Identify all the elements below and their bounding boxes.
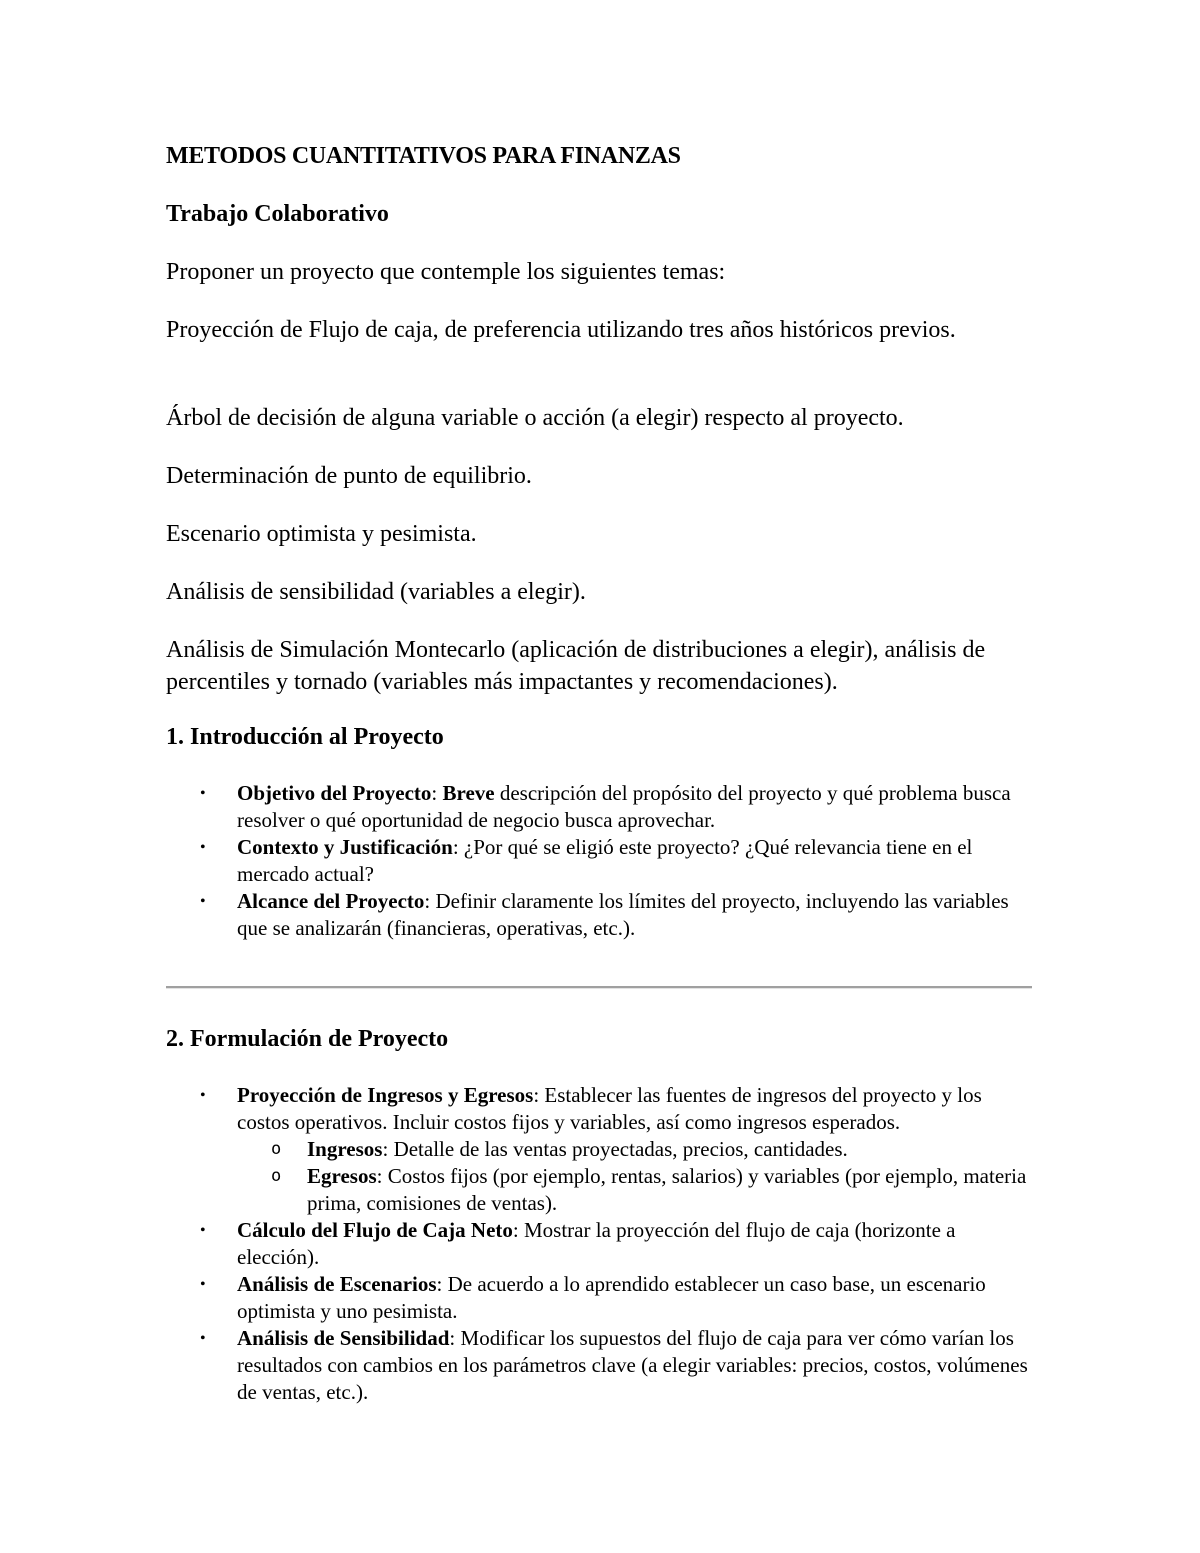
item-text: Modificar los supuestos del flujo de caja para ver cómo varían los resultados con cambios en los parámetros clave (a elegir variables: precios, costos, volúmenes de ventas, etc.). bbox=[237, 1326, 1028, 1404]
item-text: Definir claramente los límites del proyecto, incluyendo las variables que se analizarán (financieras, operativas, etc.). bbox=[237, 889, 1009, 940]
section-heading: 1. Introducción al Proyecto bbox=[166, 724, 444, 750]
list-item bbox=[166, 1217, 1034, 1271]
list-item bbox=[166, 888, 1034, 942]
item-label: Ingresos bbox=[307, 1137, 383, 1161]
bullet-icon: • bbox=[200, 1222, 206, 1239]
list-item bbox=[166, 1271, 1034, 1325]
list-item bbox=[166, 834, 1034, 888]
topic-paragraph: Árbol de decisión de alguna variable o acción (a elegir) respecto al proyecto. bbox=[166, 405, 904, 431]
document-title: METODOS CUANTITATIVOS PARA FINANZAS bbox=[166, 143, 681, 169]
item-text: Detalle de las ventas proyectadas, precios, cantidades. bbox=[393, 1137, 848, 1161]
circle-bullet-icon: o bbox=[271, 1139, 282, 1159]
item-label: Análisis de Sensibilidad bbox=[237, 1326, 450, 1350]
section-heading: 2. Formulación de Proyecto bbox=[166, 1026, 449, 1052]
item-separator: : bbox=[424, 889, 436, 913]
bullet-icon: • bbox=[200, 893, 206, 910]
circle-bullet-icon: o bbox=[271, 1166, 282, 1186]
intro-paragraph: Proponer un proyecto que contemple los siguientes temas: bbox=[166, 259, 726, 285]
item-label: Cálculo del Flujo de Caja Neto bbox=[237, 1218, 513, 1242]
topic-paragraph: Análisis de Simulación Montecarlo (aplicación de distribuciones a elegir), análisis de percentiles y tornado (variables más impactantes y recomendaciones). bbox=[166, 637, 986, 695]
list-item bbox=[166, 1082, 1034, 1136]
sub-list-item bbox=[166, 1163, 1034, 1217]
item-separator: : bbox=[533, 1083, 545, 1107]
topic-paragraph: Análisis de sensibilidad (variables a elegir). bbox=[166, 579, 586, 605]
item-text: Mostrar la proyección del flujo de caja (horizonte a elección). bbox=[237, 1218, 956, 1269]
item-label: Objetivo del Proyecto bbox=[237, 781, 432, 805]
bullet-icon: • bbox=[200, 1330, 206, 1347]
item-label: Proyección de Ingresos y Egresos bbox=[237, 1083, 534, 1107]
topic-paragraph: Determinación de punto de equilibrio. bbox=[166, 463, 532, 489]
item-label: Alcance del Proyecto bbox=[237, 889, 425, 913]
item-lead: Breve bbox=[442, 781, 495, 805]
item-text: Costos fijos (por ejemplo, rentas, salarios) y variables (por ejemplo, materia prima, comisiones de ventas). bbox=[307, 1164, 1027, 1215]
section2-list bbox=[166, 1082, 1034, 1406]
list-item bbox=[166, 1325, 1034, 1406]
sub-list-item bbox=[166, 1136, 1034, 1163]
bullet-icon: • bbox=[200, 1276, 206, 1293]
item-text: Establecer las fuentes de ingresos del proyecto y los costos operativos. Incluir costos fijos y variables, así como ingresos esperados. bbox=[237, 1083, 982, 1134]
item-text: De acuerdo a lo aprendido establecer un caso base, un escenario optimista y uno pesimista. bbox=[237, 1272, 986, 1323]
bullet-icon: • bbox=[200, 839, 206, 856]
item-separator: : bbox=[449, 1326, 461, 1350]
item-separator: : bbox=[512, 1218, 524, 1242]
list-item bbox=[166, 780, 1034, 834]
item-label: Análisis de Escenarios bbox=[237, 1272, 437, 1296]
item-label: Contexto y Justificación bbox=[237, 835, 453, 859]
item-separator: : bbox=[452, 835, 464, 859]
item-label: Egresos bbox=[307, 1164, 377, 1188]
topic-paragraph: Escenario optimista y pesimista. bbox=[166, 521, 477, 547]
item-text: ¿Por qué se eligió este proyecto? ¿Qué relevancia tiene en el mercado actual? bbox=[237, 835, 973, 886]
item-separator: : bbox=[382, 1137, 394, 1161]
item-separator: : bbox=[376, 1164, 388, 1188]
horizontal-divider bbox=[166, 986, 1032, 989]
section1-list bbox=[166, 780, 1034, 942]
document-subtitle: Trabajo Colaborativo bbox=[166, 201, 389, 227]
bullet-icon: • bbox=[200, 785, 206, 802]
bullet-icon: • bbox=[200, 1087, 206, 1104]
item-text: descripción del propósito del proyecto y qué problema busca resolver o qué oportunidad de negocio busca aprovechar. bbox=[237, 781, 1011, 832]
item-separator: : bbox=[436, 1272, 448, 1296]
topic-paragraph: Proyección de Flujo de caja, de preferencia utilizando tres años históricos previos. bbox=[166, 317, 956, 343]
item-separator: : bbox=[431, 781, 443, 805]
